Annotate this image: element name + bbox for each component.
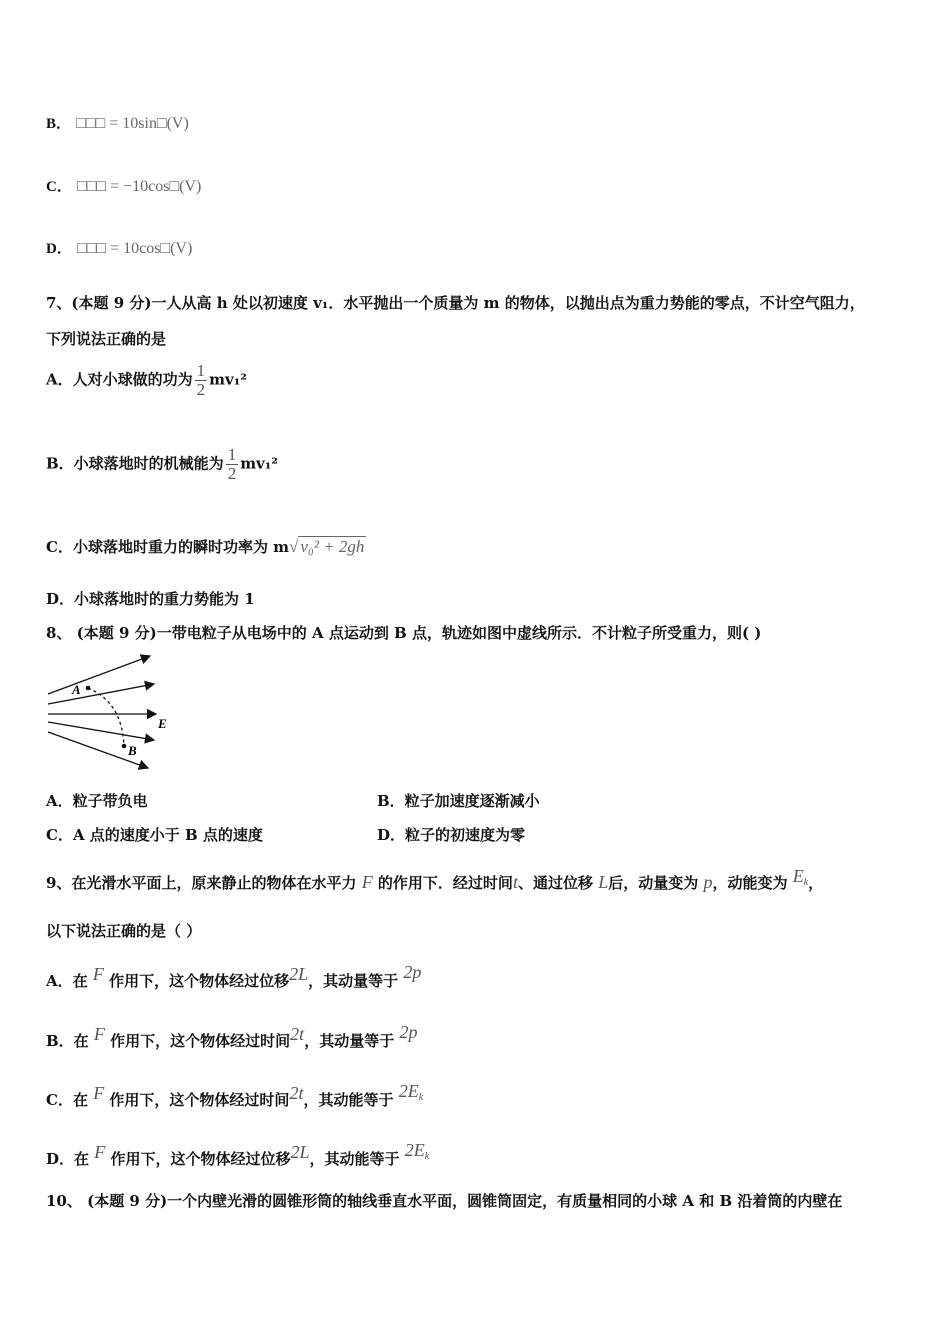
q6-option-d-formula: □□□ = 10cos□(V)	[77, 240, 193, 257]
q7-option-b: B．小球落地时的机械能为 $\frac{1}{2}$ mv₁²	[46, 445, 278, 483]
point-a-dot	[86, 686, 91, 691]
q9-option-c: C．在 F 作用下，这个物体经过时间2t，其动能等于 $2E_k$	[46, 1081, 424, 1109]
q7-option-c: C．小球落地时重力的瞬时功率为 m√ v₀² + 2gh	[46, 537, 365, 556]
q8-option-d: D．粒子的初速度为零	[377, 826, 526, 844]
q6-option-b-formula: □□□ = 10sin□(V)	[76, 115, 189, 132]
q9-option-d: D．在 F 作用下，这个物体经过位移2L，其动能等于 $2E_k$	[46, 1140, 430, 1168]
q8-option-a: A．粒子带负电	[46, 792, 148, 810]
field-line-2	[48, 684, 154, 704]
q6-option-c-formula: □□□ = −10cos□(V)	[77, 178, 202, 195]
q7-option-d: D．小球落地时的重力势能为 1	[46, 590, 255, 608]
q6-option-b: B． □□□ = 10sin□(V)	[46, 115, 189, 132]
label-b: B	[128, 743, 137, 758]
q8-option-c: C．A 点的速度小于 B 点的速度	[46, 826, 263, 844]
q9-option-a: A．在 F 作用下，这个物体经过位移2L，其动量等于 2p	[46, 962, 422, 990]
label-e: E	[158, 716, 167, 731]
q7-option-a: A．人对小球做的功为 $\frac{1}{2}$ mv₁²	[46, 361, 247, 399]
fraction-one-half: $\frac{1}{2}$	[227, 445, 237, 483]
point-b-dot	[122, 744, 127, 749]
fraction-one-half: $\frac{1}{2}$	[196, 361, 206, 399]
q9-stem-line1: 9、在光滑水平面上，原来静止的物体在水平力 F 的作用下．经过时间t、通过位移 L后，动量变为 p，动能变为 $E_k$，	[46, 866, 824, 892]
q8-stem: 8、 (本题 9 分)一带电粒子从电场中的 A 点运动到 B 点，轨迹如图中虚线所示．不计粒子所受重力，则( )	[46, 624, 762, 642]
q9-option-b: B．在 F 作用下，这个物体经过时间2t，其动量等于 2p	[46, 1022, 418, 1050]
q10-stem: 10、 (本题 9 分)一个内壁光滑的圆锥形筒的轴线垂直水平面，圆锥筒固定，有质量相同的小球 A 和 B 沿着筒的内壁在	[46, 1192, 843, 1210]
label-a: A	[72, 682, 81, 697]
q6-option-d: D． □□□ = 10cos□(V)	[46, 240, 193, 257]
trajectory-dashed	[88, 688, 124, 746]
q7-stem-line2: 下列说法正确的是	[46, 330, 167, 348]
electric-field-diagram	[44, 652, 176, 772]
q8-option-b: B．粒子加速度逐渐减小	[377, 792, 540, 810]
q6-option-c: C． □□□ = −10cos□(V)	[46, 178, 202, 195]
q9-stem-line2: 以下说法正确的是（ ）	[46, 922, 202, 940]
q7-stem-line1: 7、(本题 9 分)一人从高 h 处以初速度 v₁．水平抛出一个质量为 m 的物体，以抛出点为重力势能的零点，不计空气阻力，	[46, 294, 865, 312]
sqrt-expression: √ v₀² + 2gh	[289, 537, 365, 556]
